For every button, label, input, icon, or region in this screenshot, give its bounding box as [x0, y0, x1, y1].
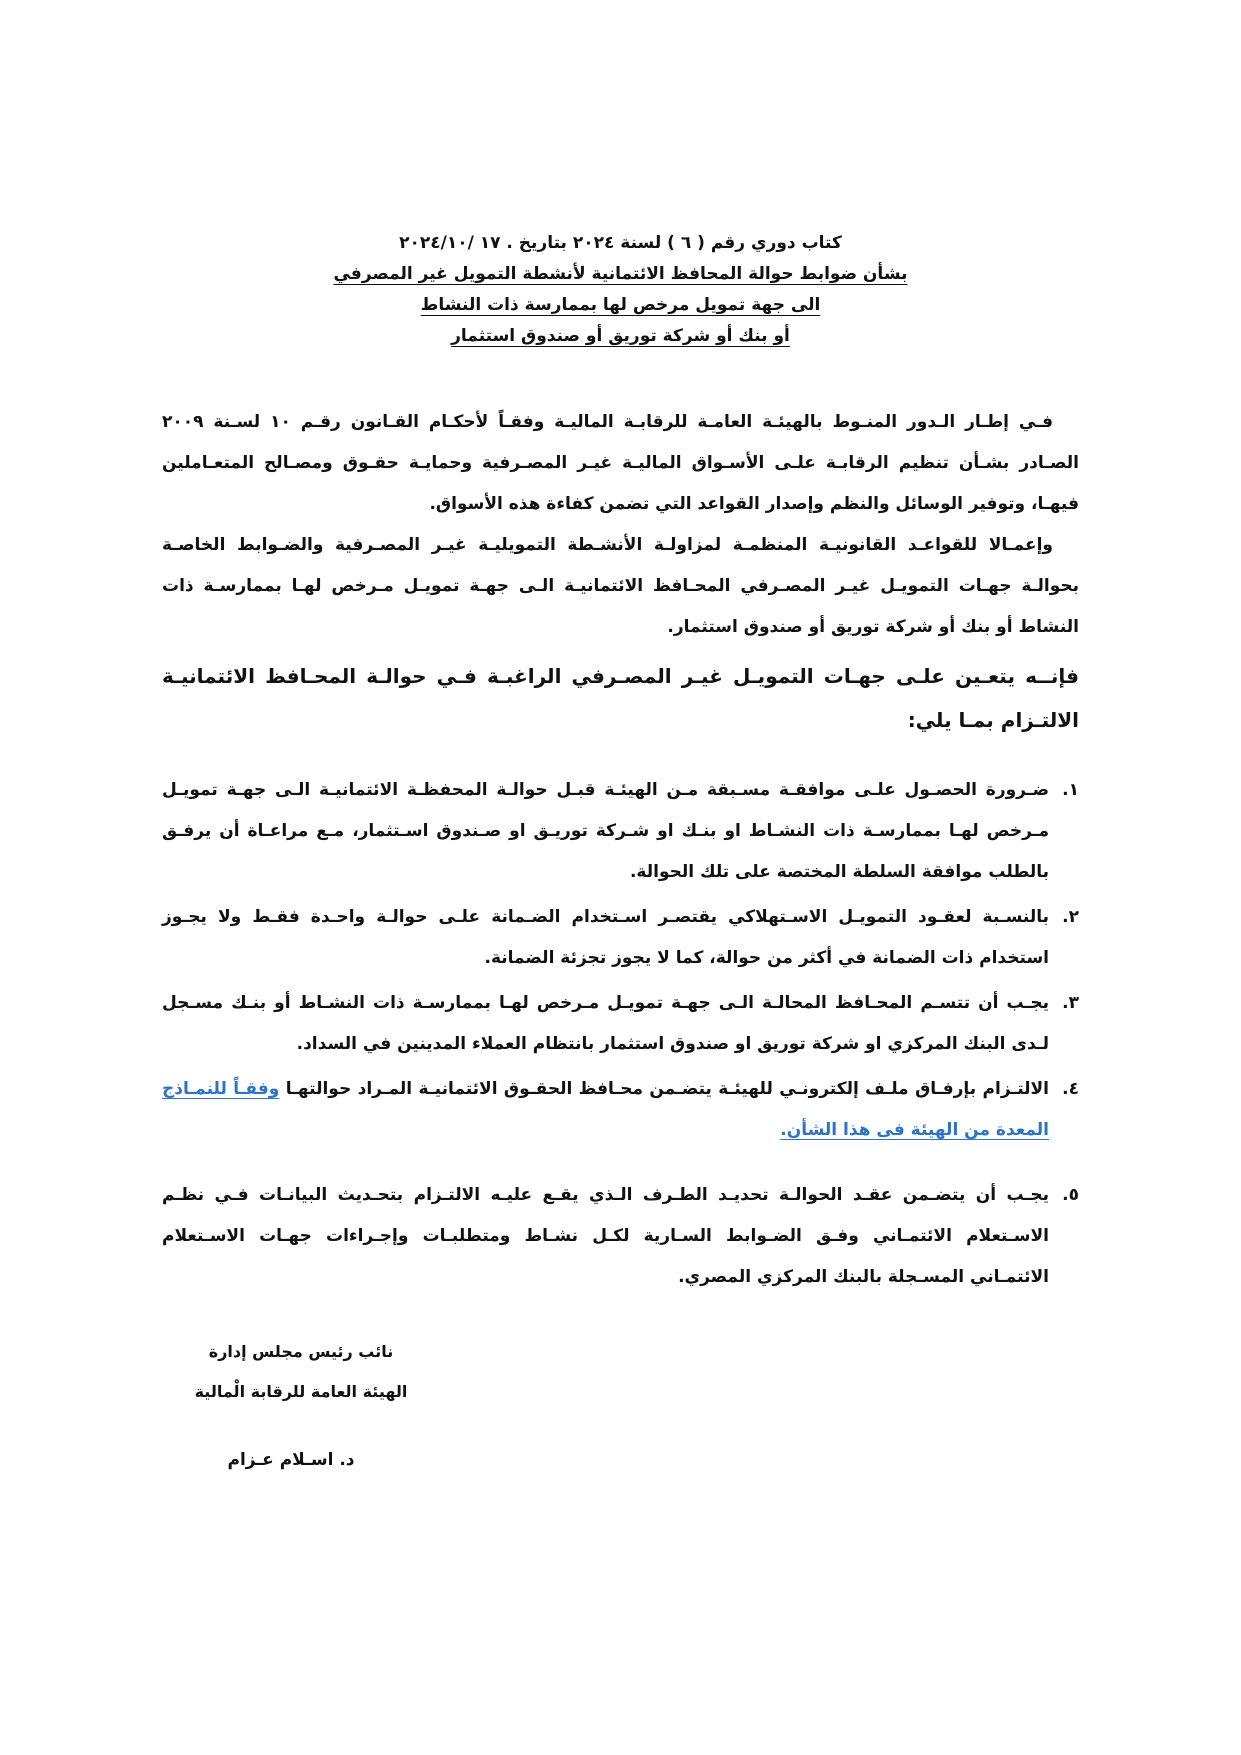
- circular-subject-line-3: أو بنك أو شركة توريق أو صندوق استثمار: [451, 326, 790, 346]
- intro-paragraph-2: وإعمـالا للقواعـد القانونيـة المنظمـة لمزاولـة الأنشـطة التمويليـة غيـر المصـرفية والضـوابط الخاصـة بحوالـة جهـات التمويـل غيـر المصـرفي المحـافظ الائتمانيـة الـى جهـة تمويـل مـرخص لهـا بممارسـة ذات النشاط أو بنك أو شركة توريق أو صندوق استثمار.: [162, 535, 1079, 637]
- intro-paragraph-1: فـي إطـار الـدور المنـوط بالهيئـة العامـة للرقابـة الماليـة وفقـاً لأحكـام القـانون رقـم ١٠ لسـنة ٢٠٠٩ الصـادر بشـأن تنظيم الرقابـة علـى الأسـواق الماليـة غيـر المصـرفية وحمايـة حقـوق ومصـالح المتعـاملين فيهـا، وتوفير الوسائل والنظم وإصدار القواعد التي تضمن كفاءة هذه الأسواق.: [162, 412, 1079, 514]
- requirements-list: [162, 770, 1079, 1298]
- item-text: بالنسـبة لعقـود التمويـل الاسـتهلاكي يقتصـر اسـتخدام الضـمانة علـى حوالـة واحـدة فقـط ولا يجـوز استخدام ذات الضمانة في أكثر من حوالة، كما لا يجوز تجزئة الضمانة.: [162, 907, 1049, 968]
- signatory-name: د. اسـلام عـزام: [227, 1450, 355, 1470]
- circular-number-line: كتاب دوري رقم ( ٦ ) لسنة ٢٠٢٤ بتاريخ . ١٧ /٢٠٢٤/١٠: [399, 233, 842, 253]
- document-header: [150, 228, 1091, 352]
- item-number: ٤.: [1062, 1079, 1079, 1099]
- obligation-statement: فإنــه يتعـين علـى جهـات التمويـل غيـر المصـرفي الراغبـة فـي حوالـة المحـافظ الائتمانيـة الالتـزام بمـا يلي:: [162, 664, 1079, 732]
- circular-subject-line-2: الى جهة تمويل مرخص لها بممارسة ذات النشاط: [420, 295, 821, 315]
- list-item: [162, 1069, 1079, 1151]
- item-number: ٢.: [1062, 907, 1079, 927]
- signature-block: [171, 1332, 431, 1412]
- signatory-title-1: نائب رئيس مجلس إدارة: [208, 1342, 394, 1361]
- item-text: يجـب أن يتضـمن عقـد الحوالـة تحديـد الطـرف الـذي يقـع عليـه الالتـزام بتحـديث البيانـات فـي نظـم الاسـتعلام الائتمـاني وفـق الضـوابط السـارية لكـل نشـاط ومتطلبـات وإجـراءات جهـات الاسـتعلام الائتمـاني المسـجلة بالبنك المركزي المصري.: [162, 1185, 1049, 1287]
- item-text: يجـب أن تتسـم المحـافظ المحالـة الـى جهـة تمويـل مـرخص لهـا بممارسـة ذات النشـاط أو بنـك مسـجل لـدى البنك المركزي او شركة توريق او صندوق استثمار بانتظام العملاء المدينين في السداد.: [162, 993, 1049, 1054]
- templates-link[interactable]: وفقـاً للنمـاذج المعدة من الهيئة فى هذا الشأن.: [162, 1079, 1049, 1140]
- item-number: ٥.: [1062, 1185, 1079, 1205]
- item-number: ٣.: [1062, 993, 1079, 1013]
- item-text: الالتـزام بإرفـاق ملـف إلكترونـي للهيئـة يتضـمن محـافظ الحقـوق الائتمانيـة المـراد حوالتهـا: [285, 1079, 1050, 1099]
- list-item: [162, 897, 1079, 979]
- list-item: [162, 770, 1079, 893]
- document-body: [162, 402, 1079, 1302]
- circular-subject-line-1: بشأن ضوابط حوالة المحافظ الائتمانية لأنشطة التمويل غير المصرفي: [333, 264, 908, 284]
- signatory-title-2: الهيئة العامة للرقابة الْمالية: [194, 1382, 408, 1401]
- list-item: [162, 1175, 1079, 1298]
- item-number: ١.: [1062, 780, 1079, 800]
- item-text: ضـرورة الحصـول علـى موافقـة مسـبقة مـن الهيئـة قبـل حوالـة المحفظـة الائتمانيـة الـى جهـة تمويـل مـرخص لهـا بممارسـة ذات النشـاط او بنـك او شـركة توريـق او صـندوق اسـتثمار، مـع مراعـاة أن يرفـق بالطلب موافقة السلطة المختصة على تلك الحوالة.: [162, 780, 1049, 882]
- list-item: [162, 983, 1079, 1065]
